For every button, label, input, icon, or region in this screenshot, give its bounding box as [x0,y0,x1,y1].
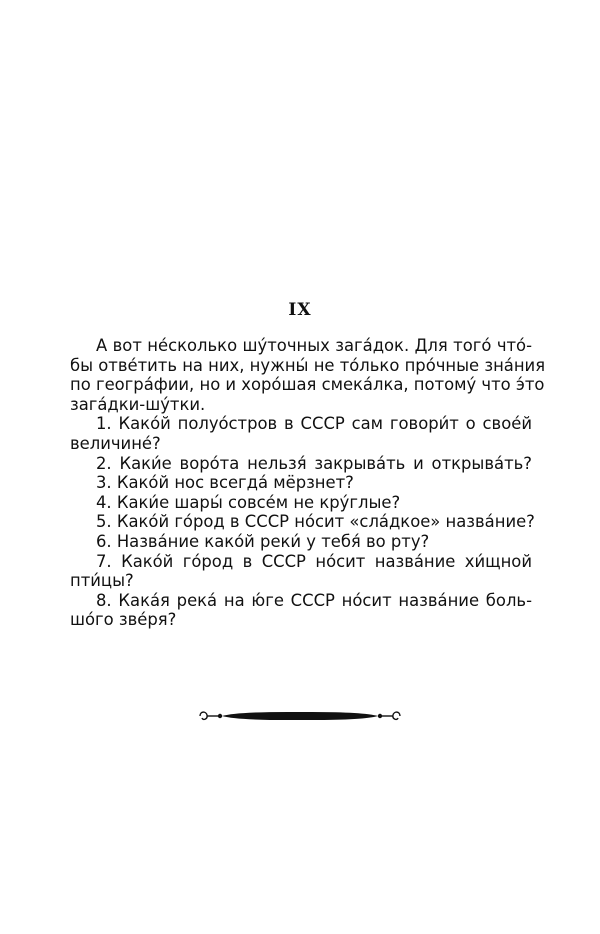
riddle-7-line: пти́цы? [70,571,134,591]
riddle-5-line: 5. Како́й го́род в СССР но́сит «сла́дкое» назва́ние? [96,512,535,532]
riddle-8-line: 8. Кака́я река́ на ю́ге СССР но́сит назва́ние боль- [96,590,532,610]
riddle-7-line: 7. Како́й го́род в СССР но́сит назва́ние хи́щной [96,551,532,571]
intro-line: по геогра́фии, но и хоро́шая смека́лка, потому́ что э́то [70,375,545,395]
text-block [70,336,546,630]
riddle-3-line: 3. Како́й нос всегда́ мёрзнет? [96,473,354,493]
intro-line: зага́дки-шу́тки. [70,394,206,414]
riddle-1-line: величине́? [70,433,161,453]
riddle-1-line: 1. Како́й полуо́стров в СССР сам говори́т о свое́й [96,414,532,434]
riddle-8-line: шо́го зве́ря? [70,610,177,630]
intro-line: А вот не́сколько шу́точных зага́док. Для того́ что́- [96,336,532,355]
riddle-6-line: 6. Назва́ние како́й реки́ у тебя́ во рту? [96,531,430,551]
riddle-2-line: 2. Каки́е воро́та нельзя́ закрыва́ть и открыва́ть? [96,453,532,473]
decorative-divider [198,706,402,726]
intro-line: бы отве́тить на них, нужны́ не то́лько про́чные зна́ния [70,355,546,375]
riddle-4-line: 4. Каки́е шары́ совсе́м не кру́глые? [96,492,401,512]
chapter-heading: IX [288,300,312,320]
